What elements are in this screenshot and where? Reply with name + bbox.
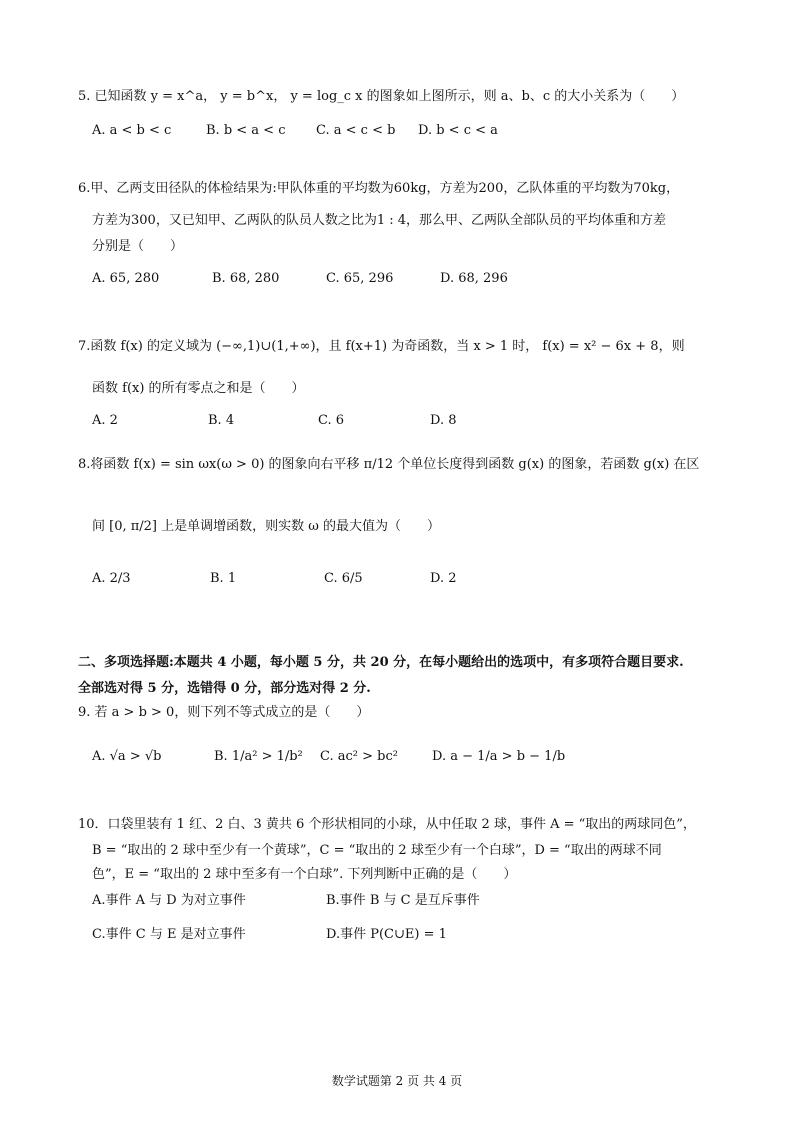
question-9-option-d: D. a − 1/a > b − 1/b [432, 749, 566, 764]
section-2-line-2: 全部选对得 5 分，选错得 0 分，部分选对得 2 分. [78, 681, 371, 696]
question-10-line-1: 10．口袋里装有 1 红、2 白、3 黄共 6 个形状相同的小球，从中任取 2 球，事件 A = “取出的两球同色”， [78, 817, 696, 832]
question-9-stem: 9. 若 a > b > 0，则下列不等式成立的是（ ） [78, 705, 370, 720]
question-7-option-b: B. 4 [208, 413, 235, 428]
question-8-option-a: A. 2/3 [92, 571, 131, 586]
question-6-option-d: D. 68, 296 [440, 271, 508, 286]
question-6-option-a: A. 65, 280 [92, 271, 160, 286]
question-10-option-d: D.事件 P(C∪E) = 1 [326, 927, 447, 942]
question-9-option-c: C. ac² > bc² [320, 749, 398, 764]
question-5-option-b: B. b < a < c [206, 123, 286, 138]
question-10-line-3: 色”，E = “取出的 2 球中至多有一个白球”. 下列判断中正确的是（ ） [92, 867, 517, 882]
question-7-option-a: A. 2 [92, 413, 118, 428]
question-5-option-d: D. b < c < a [418, 123, 498, 138]
question-8-line-1: 8.将函数 f(x) = sin ωx(ω > 0) 的图象向右平移 π/12 个单位长度得到函数 g(x) 的图象，若函数 g(x) 在区 [78, 457, 700, 472]
question-5-stem: 5. 已知函数 y = x^a， y = b^x， y = log_c x 的图象如上图所示，则 a、b、c 的大小关系为（ ） [78, 89, 685, 104]
question-7-line-1: 7.函数 f(x) 的定义域为 (−∞,1)∪(1,+∞)，且 f(x+1) 为奇函数，当 x > 1 时， f(x) = x² − 6x + 8，则 [78, 339, 685, 354]
question-6-line-1: 6.甲、乙两支田径队的体检结果为:甲队体重的平均数为60kg，方差为200，乙队体重的平均数为70kg， [78, 181, 680, 196]
question-8-option-c: C. 6/5 [324, 571, 363, 586]
question-8-option-d: D. 2 [430, 571, 457, 586]
question-6-line-3: 分别是（ ） [92, 239, 184, 254]
question-8-option-b: B. 1 [210, 571, 237, 586]
page-footer: 数学试题第 2 页 共 4 页 [331, 1074, 463, 1088]
question-6-option-b: B. 68, 280 [212, 271, 280, 286]
section-2-line-1: 二、多项选择题:本题共 4 小题，每小题 5 分，共 20 分，在每小题给出的选项中，有多项符合题目要求. [78, 655, 684, 670]
question-6-line-2: 方差为300，又已知甲、乙两队的队员人数之比为1 : 4，那么甲、乙两队全部队员的平均体重和方差 [92, 213, 667, 228]
question-7-option-c: C. 6 [318, 413, 345, 428]
question-6-option-c: C. 65, 296 [326, 271, 394, 286]
question-10-option-b: B.事件 B 与 C 是互斥事件 [326, 893, 480, 908]
question-5-option-a: A. a < b < c [92, 123, 172, 138]
question-8-line-2: 间 [0, π/2] 上是单调增函数，则实数 ω 的最大值为（ ） [92, 519, 441, 534]
question-10-option-c: C.事件 C 与 E 是对立事件 [92, 927, 246, 942]
question-10-option-a: A.事件 A 与 D 为对立事件 [92, 893, 246, 908]
question-7-line-2: 函数 f(x) 的所有零点之和是（ ） [92, 381, 305, 396]
question-10-line-2: B = “取出的 2 球中至少有一个黄球”，C = “取出的 2 球至少有一个白球”，D = “取出的两球不同 [92, 843, 662, 858]
question-5-option-c: C. a < c < b [316, 123, 396, 138]
question-9-option-a: A. √a > √b [92, 749, 162, 764]
question-9-option-b: B. 1/a² > 1/b² [214, 749, 303, 764]
question-7-option-d: D. 8 [430, 413, 457, 428]
